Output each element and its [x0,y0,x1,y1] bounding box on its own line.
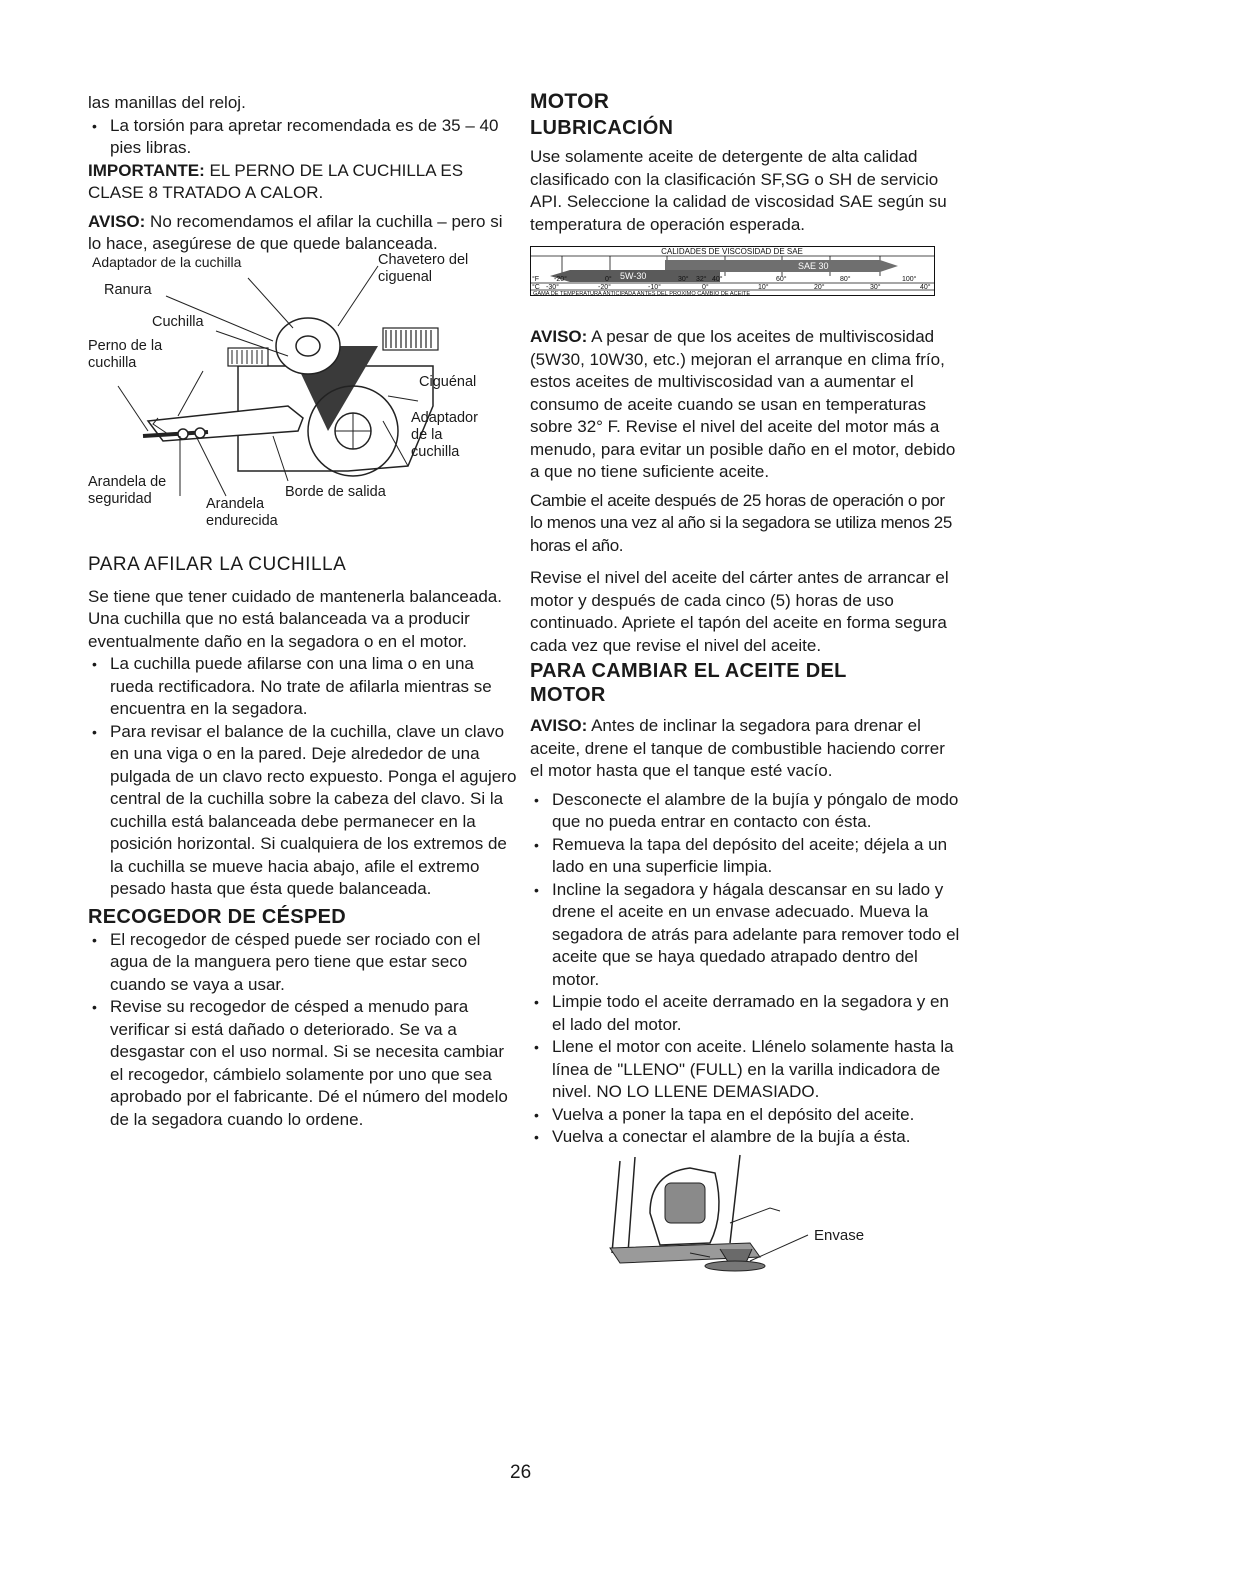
band-5w30-label: 5W-30 [620,271,647,281]
c-tick: -30° [546,284,559,291]
right-column [530,90,960,1273]
change-oil-heading: PARA CAMBIAR EL ACEITE DEL MOTOR [530,660,847,706]
blade-assembly-figure [88,251,508,556]
chart-title: CALIDADES DE VISCOSIDAD DE SAE [661,247,803,256]
band-sae30-label: SAE 30 [798,261,829,271]
sharpen-list [88,653,518,901]
aviso3-note [530,715,960,783]
f-tick: 30° [678,276,689,283]
f-tick: 80° [840,276,851,283]
list-item: • La cuchilla puede afilarse con una lima o en una rueda rectificadora. No trate de afilarla mientras se encuentra en la segadora. [88,653,518,721]
f-tick: 32° [696,276,707,283]
c-tick: 20° [814,284,825,291]
c-tick: -20° [598,284,611,291]
sharpen-text: Se tiene que tener cuidado de mantenerla balanceada. Una cuchilla que no está balanceada va a producir eventualmente daño en la segadora o en el motor. [88,586,502,651]
lubricacion-text: Use solamente aceite de detergente de alta calidad clasificado con la clasificación SF,SG o SH de servicio API. Seleccione la calidad de viscosidad SAE según su temperatura de operación esperada. [530,147,947,234]
label-perno: Perno de la cuchilla [88,337,163,371]
list-item: • Desconecte el alambre de la bujía y póngalo de modo que no pueda entrar en contacto con ésta. [530,789,960,834]
f-tick: 0° [605,276,612,283]
left-column [88,92,518,1131]
f-unit: °F [532,276,540,283]
list-item: • Vuelva a conectar el alambre de la bujía a ésta. [530,1126,960,1149]
aviso-text: No recomendamos el afilar la cuchilla – pero si lo hace, asegúrese de que quede balanceada. [88,211,503,253]
motor-heading: MOTOR [530,90,610,113]
list-item: • Llene el motor con aceite. Llénelo solamente hasta la línea de "LLENO" (FULL) en la varilla indicadora de nivel. NO LO LLENE DEMASIADO. [530,1036,960,1104]
c-unit: °C [532,284,540,291]
list-item: • Vuelva a poner la tapa en el depósito del aceite. [530,1104,960,1127]
f-tick: 40° [712,276,723,283]
torque-list [88,115,518,160]
lubricacion-heading: LUBRICACIÓN [530,117,674,139]
blade-assembly-drawing [88,253,508,556]
list-item: • Limpie todo el aceite derramado en la segadora y en el lado del motor. [530,991,960,1036]
sae-chart-svg [530,246,935,296]
f-tick: 60° [776,276,787,283]
f-tick: 100° [902,276,917,283]
aviso-label: AVISO: [88,211,146,231]
page-number: 26 [510,1462,532,1483]
oil-drain-figure [590,1153,970,1273]
c-tick: 30° [870,284,881,291]
sharpen-heading: PARA AFILAR LA CUCHILLA [88,553,347,575]
change-oil-steps [530,789,960,1149]
label-arandela-seguridad: Arandela de seguridad [88,473,167,507]
label-adaptador-cuchilla: Adaptador de la cuchilla [92,253,242,270]
oil-drain-drawing [590,1153,970,1273]
label-adaptador: Adaptador de la cuchilla [411,409,478,460]
label-ranura: Ranura [104,281,152,298]
aviso3-label: AVISO: [530,716,588,735]
c-tick: 0° [702,284,709,291]
important-note [88,160,518,205]
intro-line: las manillas del reloj. [88,93,246,112]
list-item: • La torsión para apretar recomendada es de 35 – 40 pies libras. [88,115,518,160]
aviso2-text: A pesar de que los aceites de multiviscosidad (5W30, 10W30, etc.) mejoran el arranque en clima frío, estos aceites de multiviscosidad van a aumentar el consumo de aceite cuando se usan en temperaturas sobre 32° F. Revise el nivel del aceite del motor más a menudo, para evitar un posible daño en el motor, debido a que no tiene suficiente aceite. [530,327,956,481]
label-envase: Envase [814,1226,865,1244]
f-tick: -20° [554,276,567,283]
catcher-heading: RECOGEDOR DE CÉSPED [88,905,346,928]
aviso2-label: AVISO: [530,327,588,346]
aviso-note [88,211,518,256]
list-item: • Revise su recogedor de césped a menudo para verificar si está dañado o deteriorado. Se va a desgastar con el uso normal. Si se necesita cambiar el recogedor, cámbielo solamente por uno que sea aprobado por el fabricante. Dé el número del modelo de la segadora cuando lo ordene. [88,996,518,1131]
label-chavetero: Chavetero del ciguenal [378,251,469,285]
aviso3-text: Antes de inclinar la segadora para drenar el aceite, drene el tanque de combustible haciendo correr el motor hasta que el tanque esté vacío. [530,716,945,780]
list-item: • El recogedor de césped puede ser rociado con el agua de la manguera pero tiene que estar seco cuando se vaya a usar. [88,929,518,997]
important-text: EL PERNO DE LA CUCHILLA ES CLASE 8 TRATADO A CALOR. [88,160,464,202]
chart-footer: GAMA DE TEMPERATURA ANTICIPADA ANTES DEL PROXIMO CAMBIO DE ACEITE [533,291,751,296]
list-item: • Para revisar el balance de la cuchilla, clave un clavo en una viga o en la pared. Deje alrededor de una pulgada de un clavo recto expuesto. Ponga el agujero central de la cuchilla sobre la cabeza del clavo. Si la cuchilla está balanceada debe permanecer en la posición horizontal. Si cualquiera de los extremos de la cuchilla se mueve hacia abajo, afile el extremo pesado hasta que ésta quede balanceada. [88,721,518,901]
catcher-list [88,929,518,1132]
label-ciguenal: Ciguénal [419,373,477,390]
change-interval-text: Cambie el aceite después de 25 horas de operación o por lo menos una vez al año si la segadora se utiliza menos 25 horas el año. [530,490,952,555]
list-item: • Incline la segadora y hágala descansar en su lado y drene el aceite en un envase adecuado. Mueva la segadora de atrás para adelante para remover todo el aceite que se haya quedado atrapado dentro del motor. [530,879,960,992]
c-tick: 40° [920,284,931,291]
important-label: IMPORTANTE: [88,160,205,180]
aviso2-note [530,326,960,484]
label-cuchilla: Cuchilla [152,313,204,330]
c-tick: -10° [648,284,661,291]
label-borde: Borde de salida [285,483,386,500]
c-tick: 10° [758,284,769,291]
check-level-text: Revise el nivel del aceite del cárter antes de arrancar el motor y después de cada cinco (5) horas de uso continuado. Apriete el tapón del aceite en forma segura cada vez que revise el nivel del aceite. [530,568,949,655]
list-item: • Remueva la tapa del depósito del aceite; déjela a un lado en una superficie limpia. [530,834,960,879]
sae-viscosity-chart [530,246,935,296]
label-arandela-endurecida: Arandela endurecida [206,495,278,529]
